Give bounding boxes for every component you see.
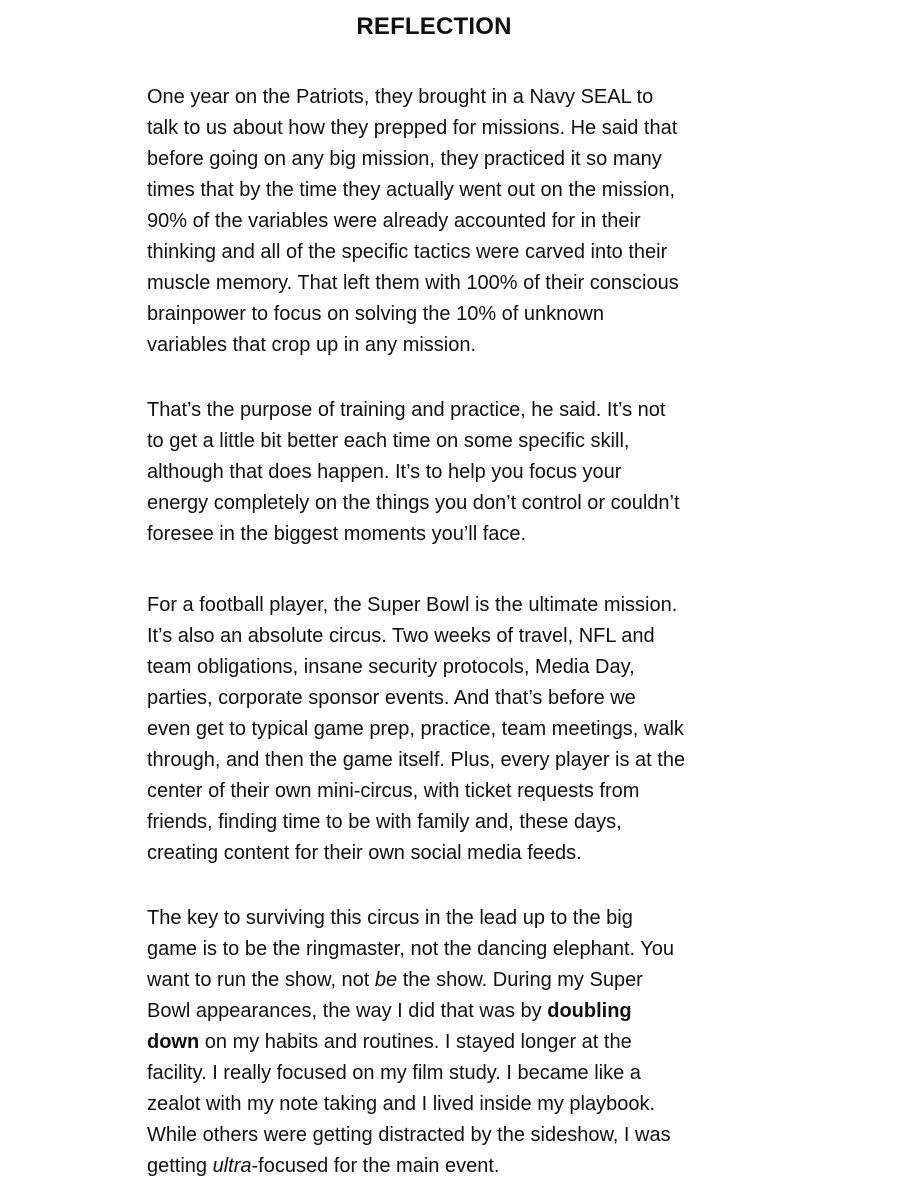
- text-line: thinking and all of the specific tactics were carved into their: [147, 241, 668, 263]
- text-line: That’s the purpose of training and practice, he said. It’s not: [147, 399, 666, 421]
- text-line: through, and then the game itself. Plus, every player is at the: [147, 749, 686, 771]
- text-run: on my habits and routines. I stayed longer at the: [199, 1031, 632, 1053]
- text-line: talk to us about how they prepped for missions. He said that: [147, 117, 678, 139]
- text-line: although that does happen. It’s to help you focus your: [147, 461, 622, 483]
- text-line: [147, 1027, 737, 1058]
- text-line: [147, 996, 737, 1027]
- page-title: REFLECTION: [356, 13, 512, 40]
- text-line: parties, corporate sponsor events. And that’s before we: [147, 687, 636, 709]
- text-line: [147, 965, 737, 996]
- paragraph: [147, 82, 737, 361]
- text-line: For a football player, the Super Bowl is the ultimate mission.: [147, 594, 678, 616]
- text-line: times that by the time they actually went out on the mission,: [147, 179, 676, 201]
- text-line: 90% of the variables were already accounted for in their: [147, 210, 641, 232]
- text-line: facility. I really focused on my film study. I became like a: [147, 1062, 641, 1084]
- text-run: getting: [147, 1155, 213, 1177]
- text-line: foresee in the biggest moments you’ll face.: [147, 523, 527, 545]
- text-line: brainpower to focus on solving the 10% of unknown: [147, 303, 604, 325]
- text-line: muscle memory. That left them with 100% of their conscious: [147, 272, 679, 294]
- text-line: friends, finding time to be with family and, these days,: [147, 811, 622, 833]
- text-run: Bowl appearances, the way I did that was by: [147, 1000, 548, 1022]
- bold-text: doubling: [547, 1000, 632, 1022]
- text-line: variables that crop up in any mission.: [147, 334, 477, 356]
- italic-text: ultra: [212, 1155, 252, 1177]
- text-line: energy completely on the things you don’t control or couldn’t: [147, 492, 680, 514]
- text-line: center of their own mini-circus, with ticket requests from: [147, 780, 640, 802]
- text-line: team obligations, insane security protocols, Media Day,: [147, 656, 635, 678]
- text-line: even get to typical game prep, practice, team meetings, walk: [147, 718, 684, 740]
- text-line: creating content for their own social media feeds.: [147, 842, 582, 864]
- text-line: The key to surviving this circus in the lead up to the big: [147, 907, 633, 929]
- text-line: before going on any big mission, they practiced it so many: [147, 148, 662, 170]
- text-line: game is to be the ringmaster, not the dancing elephant. You: [147, 938, 675, 960]
- italic-text: be: [374, 969, 398, 991]
- text-line: zealot with my note taking and I lived inside my playbook.: [147, 1093, 656, 1115]
- text-run: the show. During my Super: [397, 969, 643, 991]
- text-line: While others were getting distracted by the sideshow, I was: [147, 1124, 671, 1146]
- paragraph: [147, 590, 737, 869]
- text-line: [147, 1151, 737, 1182]
- text-line: It’s also an absolute circus. Two weeks of travel, NFL and: [147, 625, 655, 647]
- text-run: -focused for the main event.: [251, 1155, 500, 1177]
- text-line: One year on the Patriots, they brought in a Navy SEAL to: [147, 86, 654, 108]
- paragraph: [147, 903, 737, 1182]
- paragraph: [147, 395, 737, 550]
- bold-text: down: [147, 1031, 200, 1053]
- text-run: want to run the show, not: [147, 969, 375, 991]
- text-line: to get a little bit better each time on some specific skill,: [147, 430, 630, 452]
